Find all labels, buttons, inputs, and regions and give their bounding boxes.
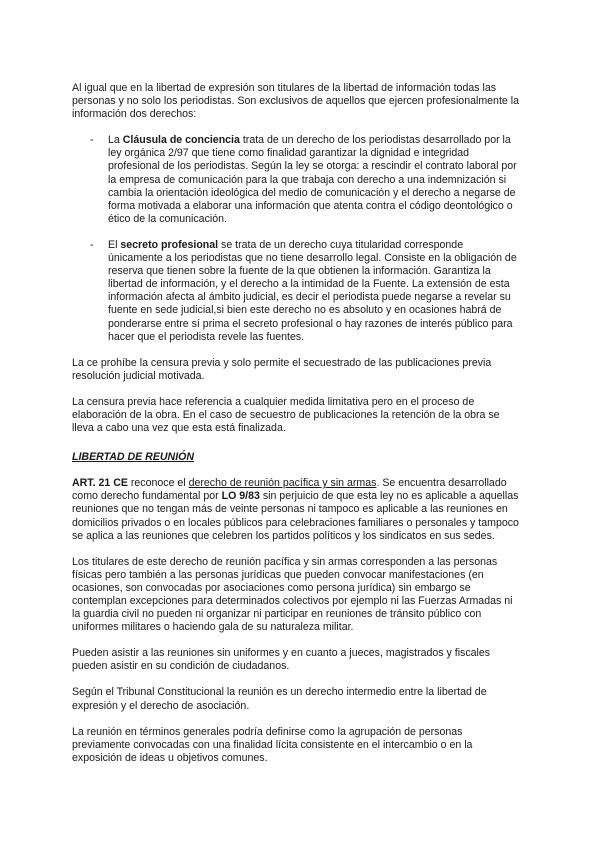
law-reference: LO 9/83 bbox=[221, 490, 260, 503]
art-paragraph bbox=[72, 477, 520, 542]
list-item-secreto bbox=[72, 239, 520, 344]
art-text-3: sin perjuicio de que esta ley no es aplicable a aquellas reuniones que no tengan más de veinte personas ni tampoco es aplicable a las reuniones en domicilios privados o en locales públicos para celebraciones familiares o personales y tampoco se aplica a las reuniones que celebren los partidos políticos y los sindicatos en sus sedes. bbox=[72, 490, 519, 542]
item-prefix: La bbox=[108, 134, 123, 147]
intro-paragraph: Al igual que en la libertad de expresión son titulares de la libertad de información todas las personas y no solo los periodistas. Son exclusivos de aquellos que ejercen profesionalmente la información dos derechos: bbox=[72, 82, 519, 121]
term-clausula-conciencia: Cláusula de conciencia bbox=[122, 134, 240, 147]
art-underlined-right: derecho de reunión pacífica y sin armas bbox=[188, 477, 377, 490]
item-prefix: El bbox=[108, 238, 121, 251]
censura-paragraph-2: La censura previa hace referencia a cualquier medida limitativa pero en el proceso de elaboración de la obra. En el caso de secuestro de publicaciones la retención de la obra se lleva a cabo una vez que esta está finalizada. bbox=[72, 395, 500, 435]
jueces-paragraph: Pueden asistir a las reuniones sin uniformes y en cuanto a jueces, magistrados y fiscales pueden asistir en su condición de ciudadanos. bbox=[72, 647, 491, 673]
censura-paragraph-1: La ce prohíbe la censura previa y solo permite el secuestrado de las publicaciones previa resolución judicial motivada. bbox=[72, 356, 492, 382]
tribunal-paragraph: Según el Tribunal Constitucional la reunión es un derecho intermedio entre la libertad de expresión y el derecho de asociación. bbox=[72, 686, 487, 712]
list-item-clausula bbox=[72, 134, 520, 226]
reunion-definition-paragraph: La reunión en términos generales podría definirse como la agrupación de personas previamente convocadas con una finalidad lícita consistente en el intercambio o en la exposición de ideas u objetivos comunes. bbox=[72, 725, 473, 764]
list-dash: - bbox=[90, 238, 94, 251]
titulares-paragraph: Los titulares de este derecho de reunión pacífica y sin armas corresponden a las personas físicas pero también a las personas jurídicas que pueden convocar manifestaciones (en ocasiones, son convocadas por asociaciones como persona jurídica) sin embargo se contemplan excepciones para determinados colectivos por ejemplo ni las Fuerzas Armadas ni la guardia civil no pueden ni organizar ni participar en reuniones de tránsito público con uniformes militares o haciendo gala de su naturaleza militar. bbox=[72, 555, 513, 634]
item-text: trata de un derecho de los periodistas desarrollado por la ley orgánica 2/97 que tiene como finalidad garantizar la dignidad e integridad profesional de los periodistas. Según la ley se otorga: a rescindir el contrato laboral por la empresa de comunicación para la que trabaja con derecho a una indemnización si cambia la orientación ideológica del medio de comunicación y el derecho a negarse de forma motivada a elaborar una información que atenta contra el código deontológico o ético de la comunicación. bbox=[108, 134, 517, 225]
art-label: ART. 21 CE bbox=[72, 477, 128, 490]
section-heading: LIBERTAD DE REUNIÓN bbox=[72, 451, 195, 464]
rights-list bbox=[72, 134, 520, 343]
item-text: se trata de un derecho cuya titularidad corresponde únicamente a los periodistas que no tiene desarrollo legal. Consiste en la obligación de reserva que tienen sobre la fuente de la que obtienen la información. Garantiza la libertad de información, y el derecho a la intimidad de la Fuente. La extensión de esta información afecta al ámbito judicial, es decir el periodista puede negarse a revelar su fuente en sede judicial,si bien este derecho no es absoluto y en ocasiones habrá de ponderarse entre sí prima el secreto profesional o hay razones de interés público para hacer que el periodista revele las fuentes. bbox=[108, 238, 517, 343]
term-secreto-profesional: secreto profesional bbox=[120, 238, 219, 251]
art-text-1: reconoce el bbox=[127, 477, 189, 490]
art-text-2: . Se encuentra desarrollado como derecho fundamental por bbox=[72, 477, 507, 503]
list-dash: - bbox=[90, 134, 94, 147]
